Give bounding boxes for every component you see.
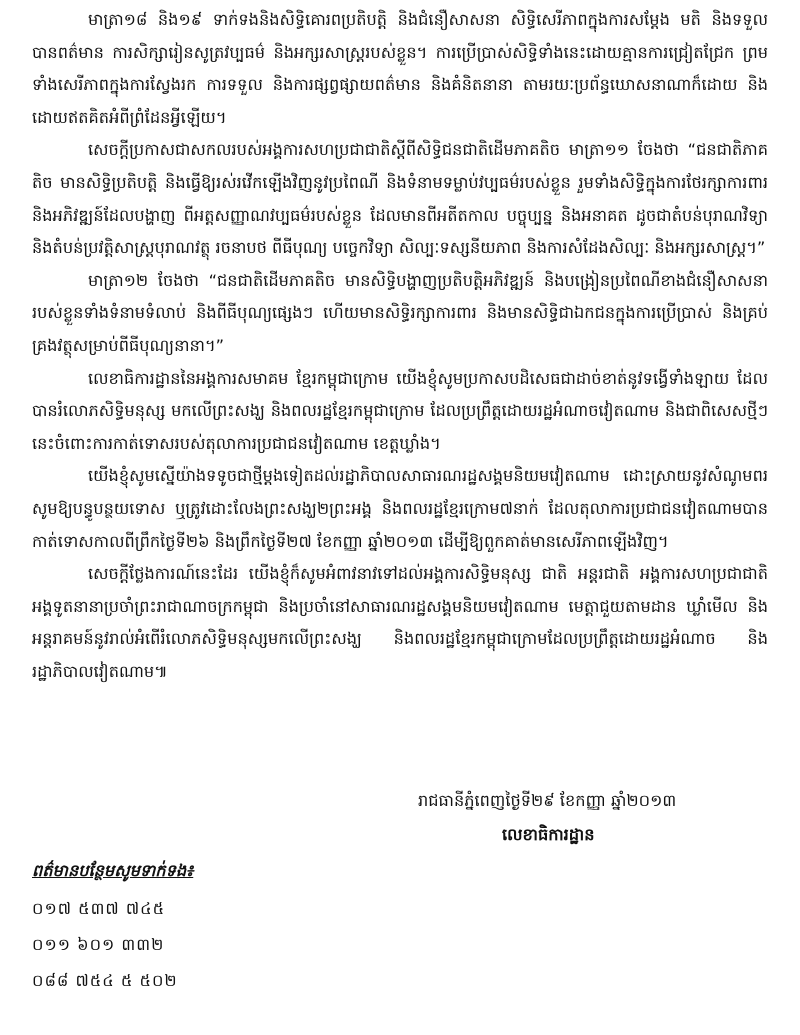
paragraph-un-declaration-article-11: សេចក្ដីប្រកាសជាសកលរបស់អង្គការសហប្រជាជាតិស្ដីពីសិទ្ធិជនជាតិដើមភាគតិច មាត្រា១១ ចែងថា “ជនជាតិភាគតិច មានសិទ្ធិប្រតិបត្តិ និងធ្វើឱ្យរស់រវើកឡើងវិញនូវប្រពៃណី និងទំនាមទម្លាប់វប្បធម៌របស់ខ្លួន រួមទាំងសិទ្ធិក្នុងការថែរក្សាការពារ និងអភិវឌ្ឍន៍ដែលបង្ហាញ ពីអត្តសញ្ញាណវប្បធម៌របស់ខ្លួន ដែលមានពីអតីតកាល បច្ចុប្បន្ន និងអនាគត ដូចជាតំបន់បុរាណវិទ្យា និងតំបន់ប្រវត្តិសាស្ត្របុរាណវត្ថុ រចនាបថ ពីធីបុណ្យ បច្ចេកវិទ្យា សិល្បៈទស្សនីយភាព និងការសំដែងសិល្បៈ និងអក្សរសាស្ត្រ។” xyxy=(32,140,768,258)
paragraph-secretariat-condemnation: លេខាធិការដ្ឋាននៃអង្គការសមាគម ខ្មែរកម្ពុជាក្រោម យើងខ្ញុំសូមប្រកាសបដិសេធជាដាច់ខាត់នូវទង្វើទាំងឡាយ ដែលបានរំលោភសិទ្ធិមនុស្ស មកលើព្រះសង្ឃ និងពលរដ្ឋខ្មែរកម្ពុជាក្រោម ដែលប្រព្រឹត្តដោយរដ្ឋអំណាចវៀតណាម និងជាពិសេសថ្មីៗនេះចំពោះការកាត់ទោសរបស់តុលាការប្រជាជនវៀតណាម ខេត្តឃ្លាំង។ xyxy=(32,368,768,453)
statement-body xyxy=(32,4,768,688)
phone-number: ០១១ ៦០១ ៣៣២ xyxy=(32,935,165,954)
phone-list xyxy=(32,896,432,993)
paragraph-articles-18-19: មាត្រា១៨ និង១៩ ទាក់ទងនិងសិទ្ធិគោរពប្រតិបត្តិ និងជំនឿសាសនា សិទ្ធិសេរីភាពក្នុងការសម្ដែង មតិ និងទទួលបានពត៌មាន ការសិក្សារៀនសូត្រវប្បធម៌ និងអក្សរសាស្ត្ររបស់ខ្លួន។ ការប្រើប្រាស់សិទ្ធិទាំងនេះដោយគ្មានការជ្រៀតជ្រែក ព្រមទាំងសេរីភាពក្នុងការស្វែងរក ការទទួល និងការផ្សព្វផ្សាយពត៌មាន និងគំនិតនានា តាមរយៈប្រព័ន្ធឃោសនាណាក៏ដោយ និងដោយឥតគិតអំពីព្រំដែនអ្វីឡើយ។ xyxy=(32,10,768,127)
paragraph-article-12: មាត្រា១២ ចែងថា “ជនជាតិដើមភាគតិច មានសិទ្ធិបង្ហាញប្រតិបត្តិអភិវឌ្ឍន៍ និងបង្រៀនប្រពៃណីខាងជំនឿសាសនារបស់ខ្លួនទាំងទំនាមទំលាប់ និងពីធីបុណ្យផ្សេងៗ ហើយមានសិទ្ធិរក្សាការពារ និងមានសិទ្ធិជាឯកជនក្នុងការប្រើប្រាស់ និងគ្រប់គ្រងវត្ថុសម្រាប់ពីធីបុណ្យនានា។” xyxy=(32,270,768,355)
phone-number: ០១៧ ៥៣៧ ៧៤៥ xyxy=(32,899,166,918)
signatory: លេខាធិការដ្ឋាន xyxy=(502,825,595,844)
contact-heading: ពត៌មានបន្ថែមសូមទាក់ទង៖ xyxy=(32,861,194,880)
paragraph-appeal: សេចក្ដីថ្លែងការណ៍នេះដែរ យើងខ្ញុំក៏សូមអំពាវនាវទៅដល់អង្គការសិទ្ធិមនុស្ស ជាតិ អន្តរជាតិ អង្គការសហប្រជាជាតិ អង្គទូតនានាប្រចាំព្រះរាជាណាចក្រកម្ពុជា និងប្រចាំនៅសាធារណរដ្ឋសង្គមនិយមវៀតណាម មេត្តាជួយតាមដាន ឃ្លាំមើល និងអន្តរាគមន៍នូវរាល់អំពើរំលោភសិទ្ធិមនុស្សមកលើព្រះសង្ឃ និងពលរដ្ឋខ្មែរកម្ពុជាក្រោមដែលប្រព្រឹត្តដោយរដ្ឋអំណាច និងរដ្ឋាភិបាលវៀតណាម៕ xyxy=(32,564,768,681)
paragraph-release-request: យើងខ្ញុំសូមស្នើយ៉ាងទទូចជាថ្មីម្ដងទៀតដល់រដ្ឋាភិបាលសាធារណរដ្ឋសង្គមនិយមវៀតណាម ដោះស្រាយនូវសំណូមពរ សូមឱ្យបន្ធូបន្ថយទោស ឬត្រូវដោះលែងព្រះសង្ឃ២ព្រះអង្គ និងពលរដ្ឋខ្មែរក្រោម៧នាក់ ដែលតុលាការប្រជាជនវៀតណាមបានកាត់ទោសកាលពីព្រឹកថ្ងៃទី២៦ និងព្រឹកថ្ងៃទី២៧ ខែកញ្ញា ឆ្នាំ២០១៣ ដើម្បីឱ្យពួកគាត់មានសេរីភាពឡើងវិញ។ xyxy=(32,466,768,551)
phone-number: ០៨៨ ៧៥៤ ៥ ៥០២ xyxy=(32,971,178,990)
contact-section xyxy=(32,858,432,1004)
place-and-date: រាជធានីភ្នំពេញថ្ងៃទី២៩ ខែកញ្ញា ឆ្នាំ២០១៣ xyxy=(418,791,677,810)
